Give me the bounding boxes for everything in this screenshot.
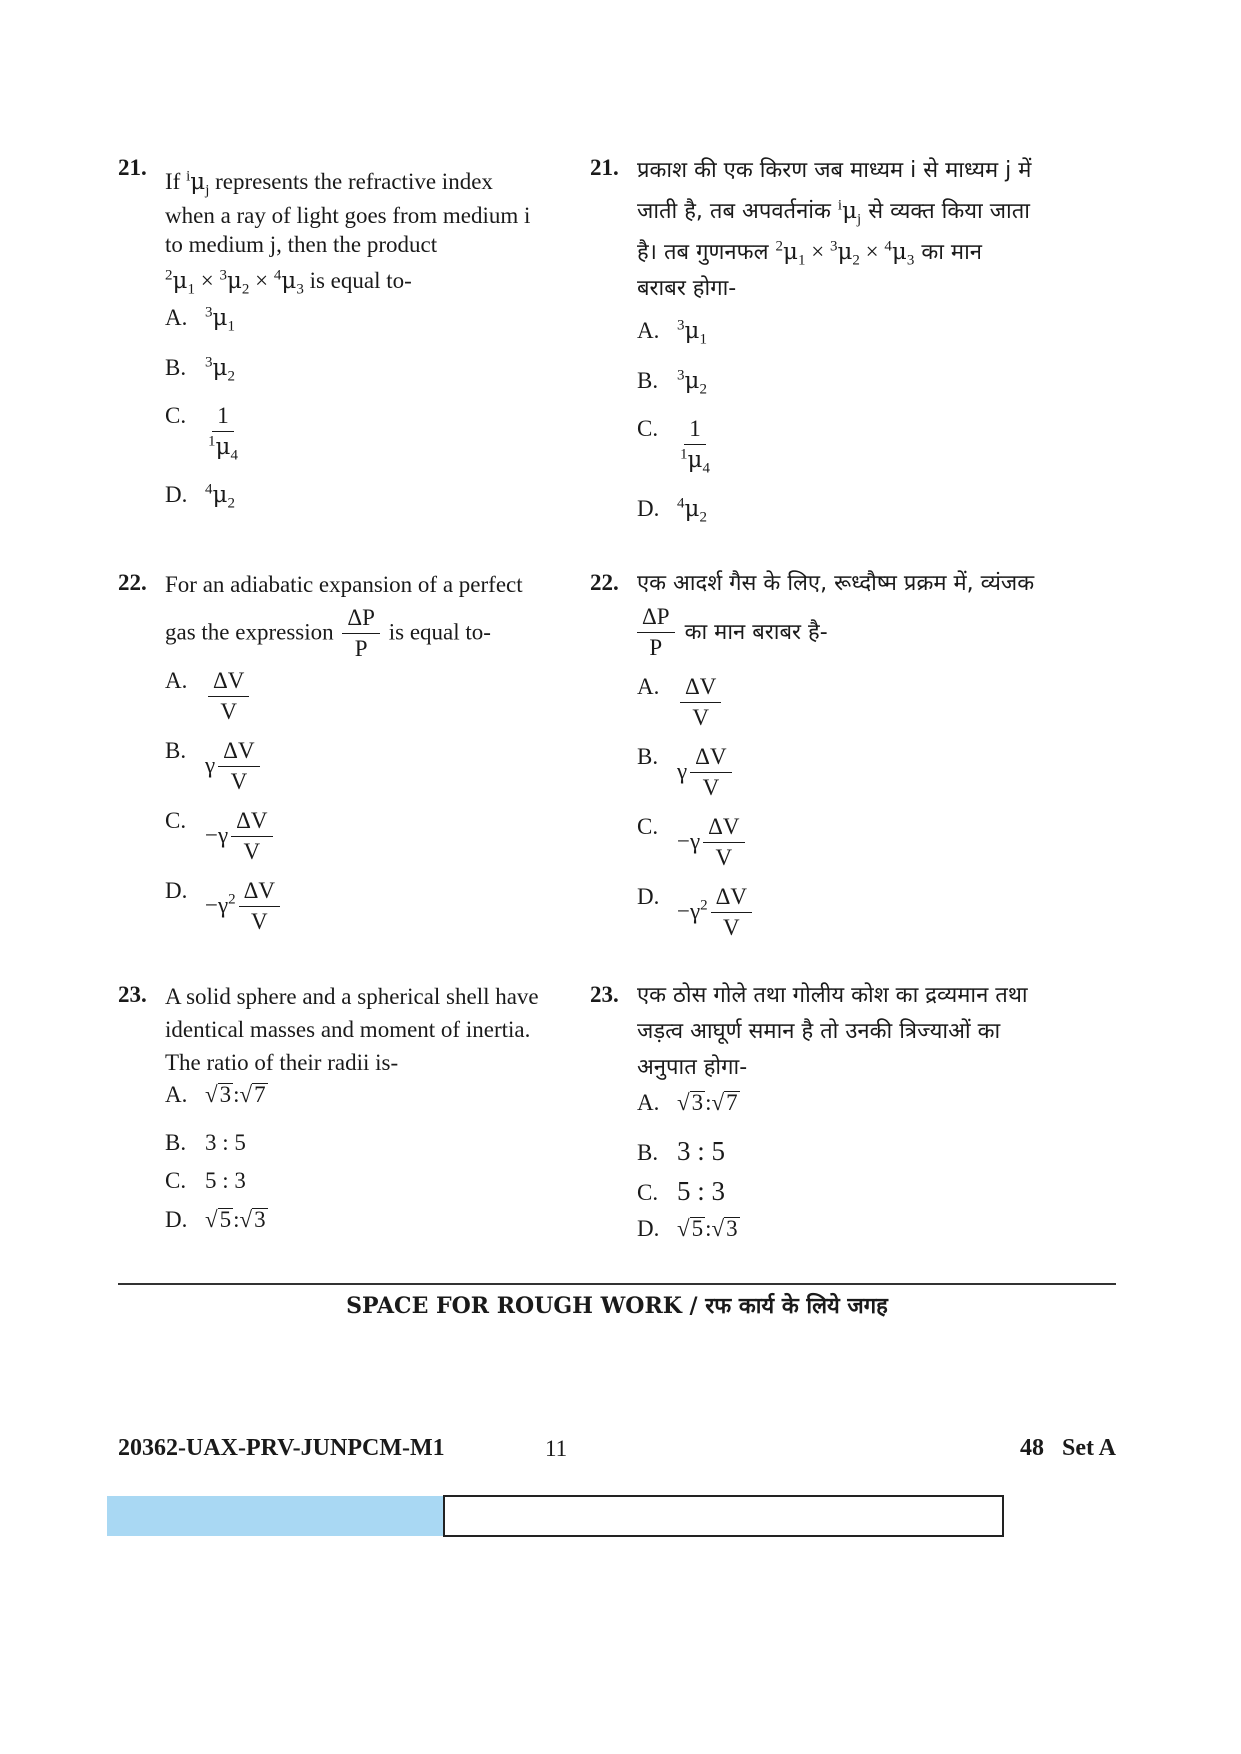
q21-option-c-hi[interactable]: [637, 416, 713, 477]
q22-hi-line1: एक आदर्श गैस के लिए, रूध्दौष्म प्रक्रम में, व्यंजक: [637, 571, 1035, 596]
q23-text-hi: [637, 978, 1077, 1086]
q23-option-b-hi[interactable]: [637, 1136, 725, 1167]
option-label: C.: [637, 814, 659, 839]
q21-hi-line2-pre: जाती है, तब अपवर्तनांक: [637, 199, 831, 224]
q23-number-hi: 23.: [590, 982, 619, 1007]
option-label: B.: [637, 368, 659, 393]
option-label: C.: [165, 403, 187, 428]
option-label: B.: [165, 1130, 187, 1155]
option-label: C.: [165, 1168, 187, 1193]
q21-hi-line3-pre: है। तब गुणनफल: [637, 240, 769, 265]
option-label: A.: [165, 305, 188, 330]
q22-text-en: [165, 568, 585, 663]
fraction-dp-p: [342, 605, 380, 663]
q21-hi-line3-post: का मान: [921, 240, 982, 265]
option-label: C.: [637, 1180, 659, 1205]
q21-en-line2: when a ray of light goes from medium i: [165, 203, 531, 228]
fraction: [208, 403, 238, 464]
option-text: 5 : 3: [677, 1176, 726, 1206]
q21-text-hi: प्रकाश की एक किरण जब माध्यम i से माध्यम j में जाती है, तब अपवर्तनांक $^i\mu_j$ से व्यक्त किया जाता है। तब गुणनफल $^2\mu_1 \times ^3\mu_2 \times ^4\mu_3$ का मान बराबर होगा-: [637, 153, 1067, 307]
option-label: D.: [637, 496, 660, 521]
q22-option-b-en[interactable]: [165, 738, 263, 796]
sup: 3: [205, 354, 213, 371]
footer-empty-box: [443, 1495, 1004, 1537]
q22-number-en: 22.: [118, 570, 147, 595]
option-label: B.: [637, 1140, 659, 1165]
fraction-dp-p: $\frac{\Delta P}{P}$: [637, 604, 675, 662]
q23-en-line3: The ratio of their radii is-: [165, 1050, 399, 1075]
q21-number-en: 21.: [118, 155, 147, 180]
q22-en-line2-post: is equal to-: [388, 619, 491, 645]
option-label: C.: [637, 416, 659, 441]
fraction: $\frac{\Delta V}{V}$: [231, 808, 272, 866]
option-label: A.: [637, 674, 660, 699]
numerator: 1: [212, 403, 234, 432]
mu-symbol: μ: [190, 169, 206, 195]
option-label: A.: [637, 318, 660, 343]
denominator: $^1\mu_4$: [208, 433, 238, 464]
option-label: D.: [637, 884, 660, 909]
fraction: $\frac{\Delta V}{V}$: [711, 884, 752, 942]
q23-hi-line3: अनुपात होगा-: [637, 1055, 748, 1080]
option-label: D.: [165, 482, 188, 507]
q23-hi-line2: जड़त्व आघूर्ण समान है तो उनकी त्रिज्याओं का: [637, 1019, 1001, 1044]
q23-option-a-hi[interactable]: A. √3:√7: [637, 1090, 738, 1115]
option-label: D.: [165, 1207, 188, 1232]
q22-number-hi: 22.: [590, 570, 619, 595]
neg-gamma: −γ: [205, 822, 229, 848]
option-text: 5 : 3: [205, 1168, 246, 1193]
neg-gamma: −γ: [205, 892, 229, 918]
q22-option-a-hi[interactable]: [637, 674, 724, 732]
option-text: 3 : 5: [677, 1136, 726, 1166]
option-label: A.: [165, 668, 188, 693]
q21-en-line1: represents the refractive index: [215, 169, 493, 194]
q22-option-b-hi[interactable]: B.γ $\frac{\Delta V}{V}$: [637, 744, 735, 802]
sub: 1: [227, 318, 235, 335]
radicand: 5: [219, 1207, 232, 1232]
option-text: 3 : 5: [205, 1130, 246, 1155]
q22-text-hi: [637, 566, 1077, 662]
q22-option-d-hi[interactable]: $D.-\gamma^2$ $\frac{\Delta V}{V}$: [637, 884, 755, 942]
q23-option-a-en[interactable]: A. √3:√7: [165, 1082, 266, 1107]
q22-en-line1: For an adiabatic expansion of a perfect: [165, 572, 523, 597]
sup-i: i: [186, 168, 191, 185]
q21-hi-line2-post: से व्यक्त किया जाता: [868, 199, 1030, 224]
q21-en-product: $^2\mu_1 \times ^3\mu_2 \times ^4\mu_3$ is equal to-: [165, 267, 412, 298]
q21-option-a-en[interactable]: A. $^3\mu_1$: [165, 304, 235, 335]
q22-option-a-en[interactable]: [165, 668, 252, 726]
paper-code: 20362-UAX-PRV-JUNPCM-M1: [118, 1435, 445, 1461]
q22-option-c-en[interactable]: [165, 808, 276, 866]
fraction: $\frac{\Delta V}{V}$: [690, 744, 731, 802]
radicand: 7: [254, 1082, 266, 1107]
q21-hi-line4: बराबर होगा-: [637, 276, 737, 301]
q21-number-hi: 21.: [590, 155, 619, 180]
option-label: A.: [165, 1082, 188, 1107]
q21-option-b-hi[interactable]: B. $^3\mu_2$: [637, 367, 707, 398]
q21-en-if: If: [165, 169, 181, 194]
numerator: ΔP: [342, 605, 380, 634]
q23-option-b-en[interactable]: [165, 1130, 246, 1156]
q23-option-c-hi[interactable]: [637, 1176, 725, 1207]
fraction: $\frac{\Delta V}{V}$: [239, 878, 280, 936]
q21-option-a-hi[interactable]: A. $^3\mu_1$: [637, 317, 707, 348]
option-label: C.: [165, 808, 187, 833]
fraction: $\frac{\Delta V}{V}$: [680, 674, 721, 732]
denominator: P: [354, 636, 368, 661]
sub: 2: [227, 495, 235, 512]
q21-option-d-en[interactable]: D. $^4\mu_2$: [165, 481, 235, 512]
sub: 2: [227, 368, 235, 385]
q23-option-d-en[interactable]: D. √5:√3: [165, 1207, 266, 1232]
fraction: $\frac{1}{^1\mu_4}$: [680, 416, 710, 477]
sub-j: j: [205, 182, 210, 199]
set-label: 48 Set A: [1020, 1435, 1116, 1461]
radicand: 3: [254, 1207, 266, 1232]
q21-en-line4: is equal to-: [309, 268, 412, 293]
q23-en-line2: identical masses and moment of inertia.: [165, 1017, 531, 1042]
option-label: B.: [165, 355, 187, 380]
q22-option-d-en[interactable]: [165, 878, 283, 936]
page-number: 11: [545, 1436, 568, 1461]
sup: 4: [205, 481, 213, 498]
q21-option-d-hi[interactable]: D. $^4\mu_2$: [637, 495, 707, 526]
fraction: $\frac{\Delta V}{V}$: [703, 814, 744, 872]
option-label: D.: [637, 1216, 660, 1241]
q21-hi-line1: प्रकाश की एक किरण जब माध्यम i से माध्यम j में: [637, 158, 1032, 183]
q23-number-en: 23.: [118, 982, 147, 1007]
option-label: B.: [637, 744, 659, 769]
option-label: B.: [165, 738, 187, 763]
q21-text-en: [165, 165, 565, 298]
sup: 3: [205, 304, 213, 321]
radicand: 3: [219, 1082, 232, 1107]
q21-option-b-en[interactable]: B. $^3\mu_2$: [165, 354, 235, 385]
fraction: $\frac{\Delta V}{V}$: [218, 738, 259, 796]
q23-option-c-en[interactable]: [165, 1168, 246, 1194]
q21-option-c-en[interactable]: [165, 403, 241, 464]
q23-option-d-hi[interactable]: D. √5:√3: [637, 1216, 738, 1241]
q22-option-c-hi[interactable]: C.−γ $\frac{\Delta V}{V}$: [637, 814, 748, 872]
footer-color-bar: [107, 1496, 443, 1536]
q23-hi-line1: एक ठोस गोले तथा गोलीय कोश का द्रव्यमान तथा: [637, 983, 1028, 1008]
q23-en-line1: A solid sphere and a spherical shell have: [165, 984, 539, 1009]
option-label: D.: [165, 878, 188, 903]
rough-work-label: SPACE FOR ROUGH WORK / रफ कार्य के लिये जगह: [346, 1293, 888, 1319]
q22-hi-line2: का मान बराबर है-: [684, 620, 828, 645]
q22-en-line2-pre: gas the expression: [165, 619, 334, 645]
gamma: γ: [205, 752, 216, 778]
q23-text-en: [165, 980, 585, 1079]
fraction: $\frac{\Delta V}{V}$: [208, 668, 249, 726]
square: 2: [228, 891, 236, 908]
rough-work-divider: [118, 1283, 1116, 1285]
option-label: A.: [637, 1090, 660, 1115]
q21-en-line3: to medium j, then the product: [165, 232, 438, 257]
